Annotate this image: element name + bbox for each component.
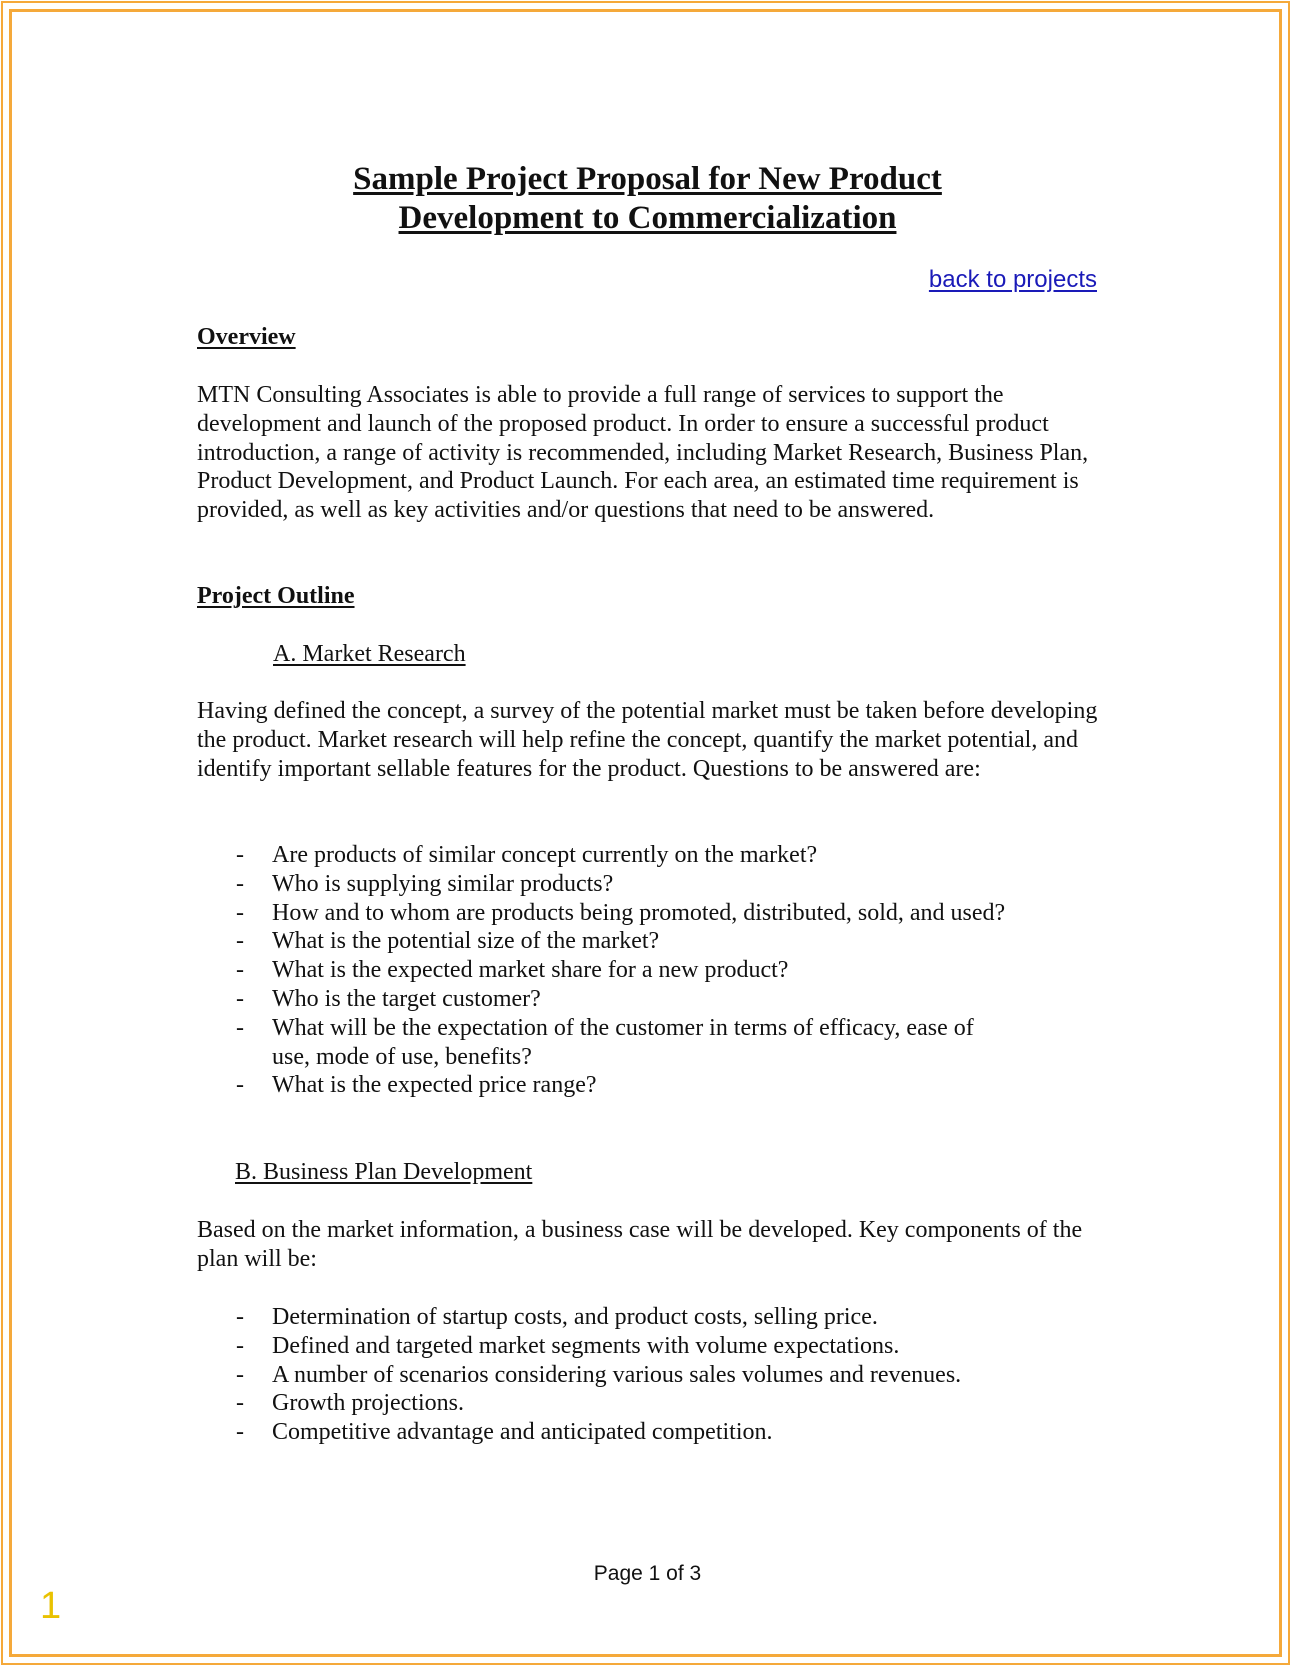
project-outline-heading: Project Outline	[197, 583, 355, 609]
list-item: - What is the expected price range?	[197, 1071, 1107, 1100]
list-item: - What is the potential size of the market?	[197, 927, 1107, 956]
list-item: - A number of scenarios considering various sales volumes and revenues.	[197, 1361, 1107, 1390]
list-item: - Who is supplying similar products?	[197, 870, 1107, 899]
overview-paragraph: MTN Consulting Associates is able to provide a full range of services to support the development and launch of the proposed product. In order to ensure a successful product introduction, a range of activity is recommended, including Market Research, Business Plan, Product Development, and Product Launch. For each area, an estimated time requirement is provided, as well as key activities and/or questions that need to be answered.	[197, 382, 1089, 524]
title-line-2: Development to Commercialization	[398, 200, 897, 236]
page-number-footer: Page 1 of 3	[593, 1562, 702, 1585]
list-item: - Are products of similar concept currently on the market?	[197, 841, 1107, 870]
title-line-1: Sample Project Proposal for New Product	[353, 161, 942, 197]
business-plan-components	[197, 1303, 1107, 1447]
document-title	[0, 160, 1295, 238]
market-research-paragraph: Having defined the concept, a survey of the potential market must be taken before developing the product. Market research will help refine the concept, quantify the market potential, and identify important sellable features for the product. Questions to be answered are:	[197, 698, 1098, 782]
corner-number: 1	[40, 1585, 62, 1627]
list-item: - What will be the expectation of the customer in terms of efficacy, ease of use, mode of use, benefits?	[197, 1014, 1107, 1072]
overview-heading: Overview	[197, 324, 296, 350]
back-to-projects-link[interactable]: back to projects	[928, 266, 1097, 293]
market-research-questions	[197, 841, 1107, 1100]
list-item: - What is the expected market share for a new product?	[197, 956, 1107, 985]
list-item: - Defined and targeted market segments with volume expectations.	[197, 1332, 1107, 1361]
list-item: - Determination of startup costs, and product costs, selling price.	[197, 1303, 1107, 1332]
list-item: - Who is the target customer?	[197, 985, 1107, 1014]
business-plan-heading: B. Business Plan Development	[235, 1159, 533, 1185]
list-item: - How and to whom are products being promoted, distributed, sold, and used?	[197, 899, 1107, 928]
business-plan-paragraph: Based on the market information, a business case will be developed. Key components of the plan will be:	[197, 1217, 1083, 1272]
list-item: - Growth projections.	[197, 1389, 1107, 1418]
list-item: - Competitive advantage and anticipated competition.	[197, 1418, 1107, 1447]
market-research-heading: A. Market Research	[273, 641, 466, 667]
